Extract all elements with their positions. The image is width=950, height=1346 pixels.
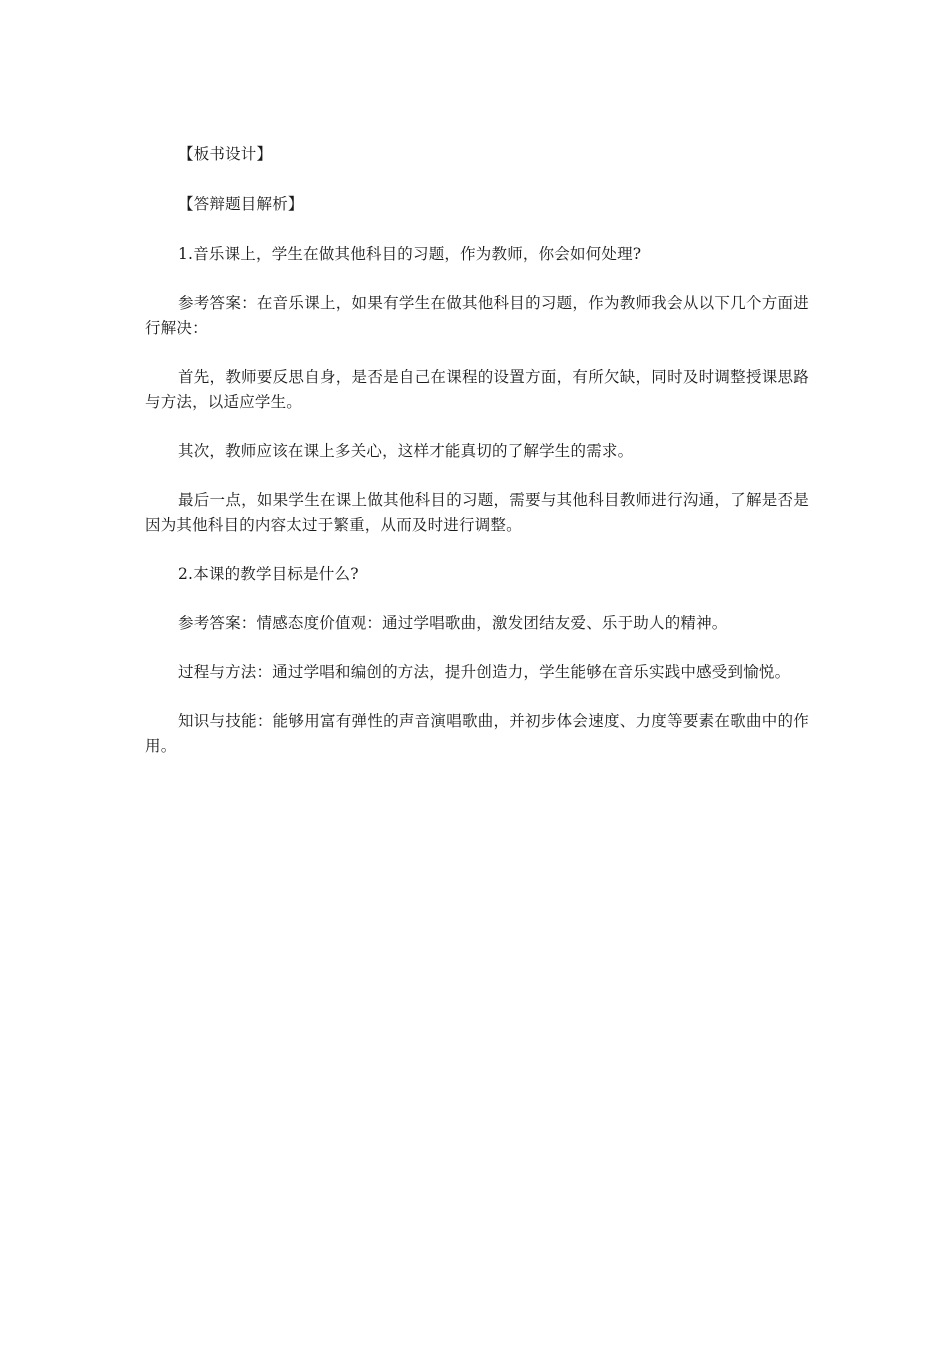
document-body <box>145 142 809 783</box>
answer-2-attitude: 参考答案：情感态度价值观：通过学唱歌曲，激发团结友爱、乐于助人的精神。 <box>178 614 728 632</box>
answer-2-process: 过程与方法：通过学唱和编创的方法，提升创造力，学生能够在音乐实践中感受到愉悦。 <box>178 663 791 681</box>
section-heading-board-design: 【板书设计】 <box>178 145 273 163</box>
question-1: 1.音乐课上，学生在做其他科目的习题，作为教师，你会如何处理? <box>178 245 642 263</box>
answer-1-point-first: 首先，教师要反思自身，是否是自己在课程的设置方面，有所欠缺，同时及时调整授课思路与方法，以适应学生。 <box>145 368 809 411</box>
answer-2-knowledge: 知识与技能：能够用富有弹性的声音演唱歌曲，并初步体会速度、力度等要素在歌曲中的作用。 <box>145 712 809 755</box>
answer-1-intro: 参考答案：在音乐课上，如果有学生在做其他科目的习题，作为教师我会从以下几个方面进行解决： <box>145 294 809 337</box>
answer-1-point-second: 其次，教师应该在课上多关心，这样才能真切的了解学生的需求。 <box>178 442 634 460</box>
question-2: 2.本课的教学目标是什么? <box>178 565 359 583</box>
answer-1-point-last: 最后一点，如果学生在课上做其他科目的习题，需要与其他科目教师进行沟通，了解是否是因为其他科目的内容太过于繁重，从而及时进行调整。 <box>145 491 809 534</box>
section-heading-qa-analysis: 【答辩题目解析】 <box>178 195 304 213</box>
